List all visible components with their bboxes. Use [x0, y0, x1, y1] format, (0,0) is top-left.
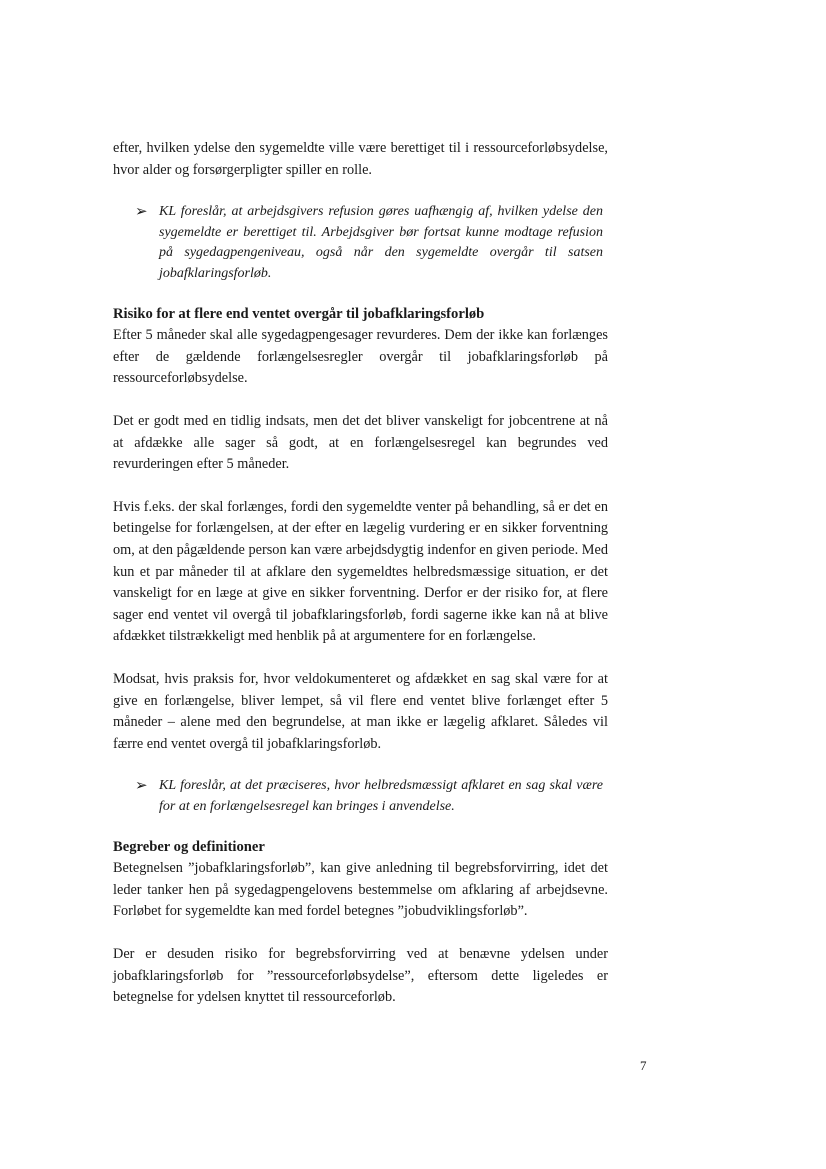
recommendation-text: KL foreslår, at arbejdsgivers refusion gøres uafhængig af, hvilken ydelse den sygemeldte er berettiget til. Arbejdsgiver bør fortsat kunne modtage refusion på sygedagpengeniveau, også når den sygemeldte overgår til satsen jobafklaringsforløb.: [159, 204, 603, 281]
paragraph: efter, hvilken ydelse den sygemeldte ville være berettiget til i ressourceforløbsydelse, hvor alder og forsørgerpligter spiller en rolle.: [113, 140, 608, 178]
section-heading: Risiko for at flere end ventet overgår til jobafklaringsforløb: [113, 306, 485, 323]
recommendation-text: KL foreslår, at det præciseres, hvor helbredsmæssigt afklaret en sag skal være for at en forlængelsesregel kan bringes i anvendelse.: [159, 778, 603, 814]
paragraph: Det er godt med en tidlig indsats, men det det bliver vanskeligt for jobcentrene at nå at afdække alle sager så godt, at en forlængelsesregel kan begrundes ved revurderingen efter 5 måneder.: [113, 412, 608, 473]
paragraph: Efter 5 måneder skal alle sygedagpengesager revurderes. Dem der ikke kan forlænges efter de gældende forlængelsesregler overgår til jobafklaringsforløb på ressourceforløbsydelse.: [113, 327, 608, 387]
paragraph: Der er desuden risiko for begrebsforvirring ved at benævne ydelsen under jobafklaringsforløb for ”ressourceforløbsydelse”, eftersom dette ligeledes er betegnelse for ydelsen knyttet til ressourceforløb.: [113, 946, 608, 1006]
paragraph: Betegnelsen ”jobafklaringsforløb”, kan give anledning til begrebsforvirring, idet det leder tanker hen på sygedagpengelovens bestemmelse om afklaring af arbejdsevne. Forløbet for sygemeldte kan med fordel betegnes ”jobudviklingsforløb”.: [113, 860, 608, 920]
recommendation-bullet: [113, 202, 608, 284]
arrow-bullet-icon: ➢: [135, 204, 148, 221]
arrow-bullet-icon: ➢: [135, 778, 148, 795]
document-page: [113, 138, 608, 1009]
paragraph: Hvis f.eks. der skal forlænges, fordi den sygemeldte venter på behandling, så er det en betingelse for forlængelsen, at der efter en lægelig vurdering er en sikker forventning om, at den pågældende person kan være arbejdsdygtig indenfor en given periode. Med kun et par måneder til at afklare den sygemeldtes helbredsmæssige situation, er det vanskeligt for en læge at give en sikker forventning. Derfor er der risiko for, at flere sager end ventet vil overgå til jobafklaringsforløb, fordi sagerne ikke kan nå at blive afdækket tilstrækkeligt med henblik på at argumentere for en forlængelse.: [113, 498, 608, 645]
section-heading: Begreber og definitioner: [113, 839, 265, 856]
paragraph: Modsat, hvis praksis for, hvor veldokumenteret og afdækket en sag skal være for at give en forlængelse, bliver lempet, så vil flere end ventet blive forlænget efter 5 måneder – alene med den begrundelse, at man ikke er lægelig afklaret. Således vil færre end ventet overgå til jobafklaringsforløb.: [113, 670, 608, 752]
page-number: 7: [640, 1058, 647, 1073]
recommendation-bullet: [113, 776, 608, 817]
